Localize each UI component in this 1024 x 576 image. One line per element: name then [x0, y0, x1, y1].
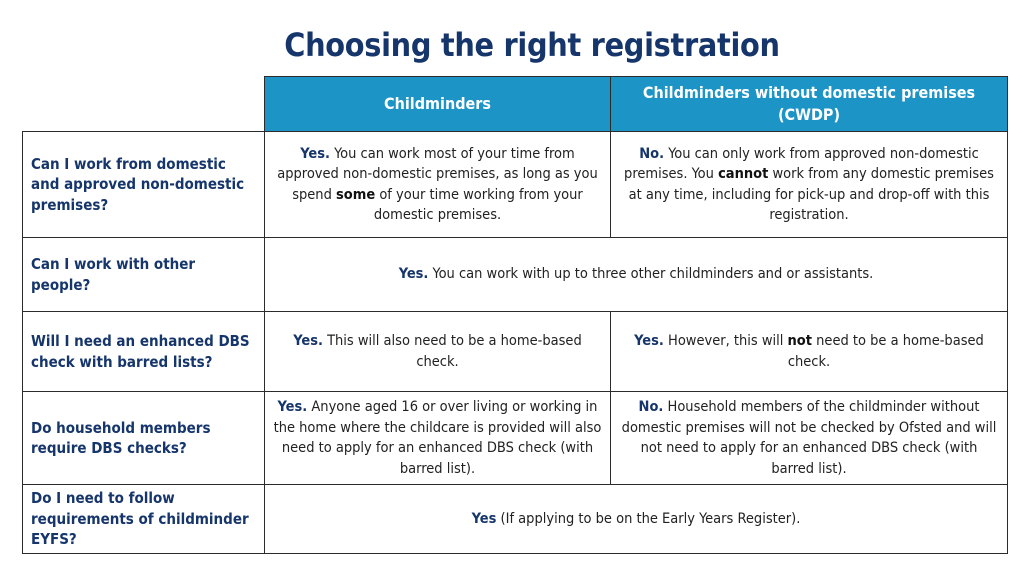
answer-text: This will also need to be a home-based check.: [322, 333, 582, 370]
table-row: [23, 238, 1008, 312]
answer-emphasis: some: [336, 186, 376, 203]
row-question: Do I need to follow requirements of childminder EYFS?: [23, 485, 265, 554]
answer-text: Household members of the childminder without domestic premises will not be checked by Ofsted and will not need to apply for an enhanced DBS check (with barred list).: [621, 399, 997, 477]
header-empty-cell: [23, 77, 265, 132]
row-question: Will I need an enhanced DBS check with barred lists?: [23, 312, 265, 392]
answer-both: [265, 238, 1008, 312]
answer-text: You can work with up to three other childminders and or assistants.: [428, 266, 874, 283]
registration-comparison-table: [22, 76, 1008, 554]
answer-text: You can work most of your time from approved non-domestic premises, as long as you spend: [277, 145, 598, 203]
answer-text: need to be a home-based check.: [787, 333, 984, 370]
page-title: Choosing the right registration: [284, 26, 780, 64]
table-header-row: [23, 77, 1008, 132]
answer-lead: No.: [639, 145, 665, 162]
table-row: [23, 485, 1008, 554]
answer-cwdp: [611, 312, 1008, 392]
answer-emphasis: not: [787, 333, 813, 349]
answer-lead: Yes.: [300, 145, 330, 162]
row-question: Do household members require DBS checks?: [23, 392, 265, 485]
answer-lead: No.: [638, 399, 664, 415]
answer-text: You can only work from approved non-domestic premises. You: [624, 145, 979, 182]
answer-text: work from any domestic premises at any time, including for pick-up and drop-off with this registration.: [628, 166, 994, 223]
table-row: [23, 392, 1008, 485]
answer-text: of your time working from your domestic premises.: [373, 186, 583, 223]
answer-lead: Yes.: [293, 333, 323, 349]
answer-lead: Yes.: [634, 333, 664, 349]
answer-cwdp: [611, 132, 1008, 238]
row-question: Can I work from domestic and approved non-domestic premises?: [23, 132, 265, 238]
answer-text: Anyone aged 16 or over living or working in the home where the childcare is provided will also need to apply for an enhanced DBS check (with barred list).: [273, 399, 602, 477]
answer-lead: Yes.: [398, 266, 429, 283]
answer-childminders: [265, 132, 611, 238]
answer-text: However, this will: [663, 333, 788, 349]
answer-both: [265, 485, 1008, 554]
column-header-childminders: Childminders: [265, 77, 611, 132]
table-row: [23, 312, 1008, 392]
answer-text: (If applying to be on the Early Years Register).: [496, 510, 801, 527]
answer-emphasis: cannot: [718, 166, 769, 182]
answer-lead: Yes: [471, 510, 497, 527]
answer-cwdp: [611, 392, 1008, 485]
table-row: [23, 132, 1008, 238]
answer-childminders: [265, 392, 611, 485]
answer-lead: Yes.: [277, 399, 308, 415]
row-question: Can I work with other people?: [23, 238, 265, 312]
answer-childminders: [265, 312, 611, 392]
column-header-cwdp: Childminders without domestic premises (CWDP): [611, 77, 1008, 132]
